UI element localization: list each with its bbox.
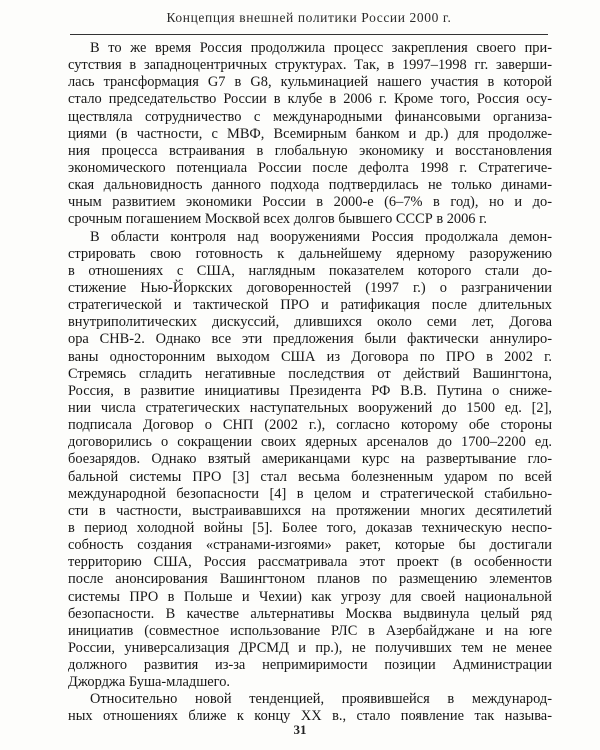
text-line: территорию США, Россия рассматривала этот проект (в особенности — [68, 554, 552, 571]
text-line: ская дальновидность данного подхода подтвердилась не только динами- — [68, 177, 552, 194]
text-line: боезарядов. Однако взятый американцами курс на развертывание гло- — [68, 451, 552, 468]
text-line: подписала Договор о СНП (2002 г.), согласно которому обе стороны — [68, 417, 552, 434]
text-line: международной безопасности [4] в целом и стратегической стабильно- — [68, 485, 552, 502]
text-line: инициатив (совместное использование РЛС в Азербайджане и на юге — [68, 622, 552, 639]
text-line: системы ПРО в Польше и Чехии) как угрозу для своей национальной — [68, 588, 552, 605]
text-line: России, универсализация ДРСМД и пр.), не получивших тем не менее — [68, 639, 552, 656]
text-line: В области контроля над вооружениями Россия продолжала демон- — [90, 228, 552, 245]
paragraph — [68, 40, 552, 229]
text-line: чным развитием экономики России в 2000-е (6–7% в год), но и до- — [68, 194, 552, 211]
text-line: собность создания «странами-изгоями» ракет, которые бы достигали — [68, 537, 552, 554]
text-line: Относительно новой тенденцией, проявившейся в международ- — [90, 691, 552, 708]
text-line: В то же время Россия продолжила процесс закрепления своего при- — [90, 40, 552, 56]
text-line: безопасности. В качестве альтернативы Москва выдвинула целый ряд — [68, 605, 552, 622]
text-line: стало председательство России в клубе в 2006 г. Кроме того, Россия осу- — [68, 91, 552, 108]
text-line: сти в частности, выстраивавшихся на протяжении многих десятилетий — [68, 502, 552, 519]
text-line: должного развития из-за непримиримости позиции Администрации — [68, 657, 552, 674]
text-line: после анонсирования Вашингтоном планов по размещению элементов — [68, 571, 552, 588]
paragraph — [68, 691, 552, 725]
paragraph-container — [68, 40, 552, 726]
text-line: лась трансформация G7 в G8, кульминацией нашего участия в которой — [68, 74, 552, 91]
text-line: договорились о сокращении своих ядерных арсеналов до 1700–2200 ед. — [68, 434, 552, 451]
text-line: стрировать свою готовность к дальнейшему ядерному разоружению — [68, 245, 552, 262]
paragraph — [68, 229, 552, 692]
text-line: внутриполитических дискуссий, длившихся около семи лет, Догова — [68, 314, 552, 331]
text-line: нии числа стратегических наступательных вооружений до 1500 ед. [2], — [68, 399, 552, 416]
text-line: в отношениях с США, наглядным показателем которого стали до- — [68, 262, 552, 279]
text-line: в период холодной войны [5]. Более того, доказав техническую неспо- — [68, 519, 552, 536]
text-line: сутствия в западноцентричных структурах. Так, в 1997–1998 гг. заверши- — [68, 57, 552, 74]
page-number: 31 — [293, 722, 307, 737]
text-line: циями (в частности, с МВФ, Всемирным банком и др.) для продолже- — [68, 125, 552, 142]
body-text — [68, 40, 552, 726]
text-line: экономического потенциала России после дефолта 1998 г. Стратегиче- — [68, 159, 552, 176]
header-rule — [70, 34, 548, 35]
text-line: Россия, в развитие инициативы Президента РФ В.В. Путина о сниже- — [68, 382, 552, 399]
text-line: Джорджа Буша-младшего. — [68, 674, 231, 691]
text-line: стижение Нью-Йоркских договоренностей (1997 г.) о разграничении — [68, 279, 552, 296]
text-line: срочным погашением Москвой всех долгов бывшего СССР в 2006 г. — [68, 211, 487, 228]
text-line: стратегической и тактической ПРО и ратификация после длительных — [68, 297, 552, 314]
text-line: ных отношениях ближе к концу XX в., стало появление так называ- — [68, 708, 552, 725]
text-line: бальной системы ПРО [3] стал весьма болезненным ударом по всей — [68, 468, 552, 485]
text-line: ния процесса встраивания в глобальную экономику и восстановления — [68, 142, 552, 159]
running-head: Концепция внешней политики России 2000 г. — [166, 10, 452, 25]
text-line: Стремясь сгладить негативные последствия от действий Вашингтона, — [68, 365, 552, 382]
text-line: ора СНВ-2. Однако все эти предложения были фактически аннулиро- — [68, 331, 552, 348]
text-line: ществляла сотрудничество с международными финансовыми организа- — [68, 108, 552, 125]
text-line: ваны односторонним выходом США из Договора по ПРО в 2002 г. — [68, 348, 552, 365]
